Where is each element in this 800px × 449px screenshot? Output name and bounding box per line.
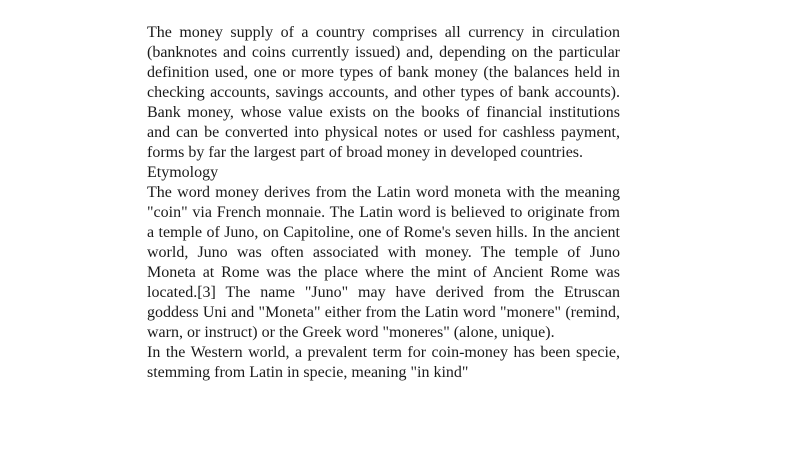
document-body [147,23,620,383]
intro-paragraph: The money supply of a country comprises all currency in circulation (banknotes and coins currently issued) and, depending on the particular definition used, one or more types of bank money (the balances held in checking accounts, savings accounts, and other types of bank accounts). Bank money, whose value exists on the books of financial institutions and can be converted into physical notes or used for cashless payment, forms by far the largest part of broad money in developed countries. [147,24,620,161]
western-world-paragraph: In the Western world, a prevalent term for coin-money has been specie, stemming from Latin in specie, meaning "in kind" [147,344,620,381]
section-heading-etymology: Etymology [147,164,219,181]
etymology-paragraph: The word money derives from the Latin word moneta with the meaning "coin" via French monnaie. The Latin word is believed to originate from a temple of Juno, on Capitoline, one of Rome's seven hills. In the ancient world, Juno was often associated with money. The temple of Juno Moneta at Rome was the place where the mint of Ancient Rome was located.[3] The name "Juno" may have derived from the Etruscan goddess Uni and "Moneta" either from the Latin word "monere" (remind, warn, or instruct) or the Greek word "moneres" (alone, unique). [147,184,620,341]
